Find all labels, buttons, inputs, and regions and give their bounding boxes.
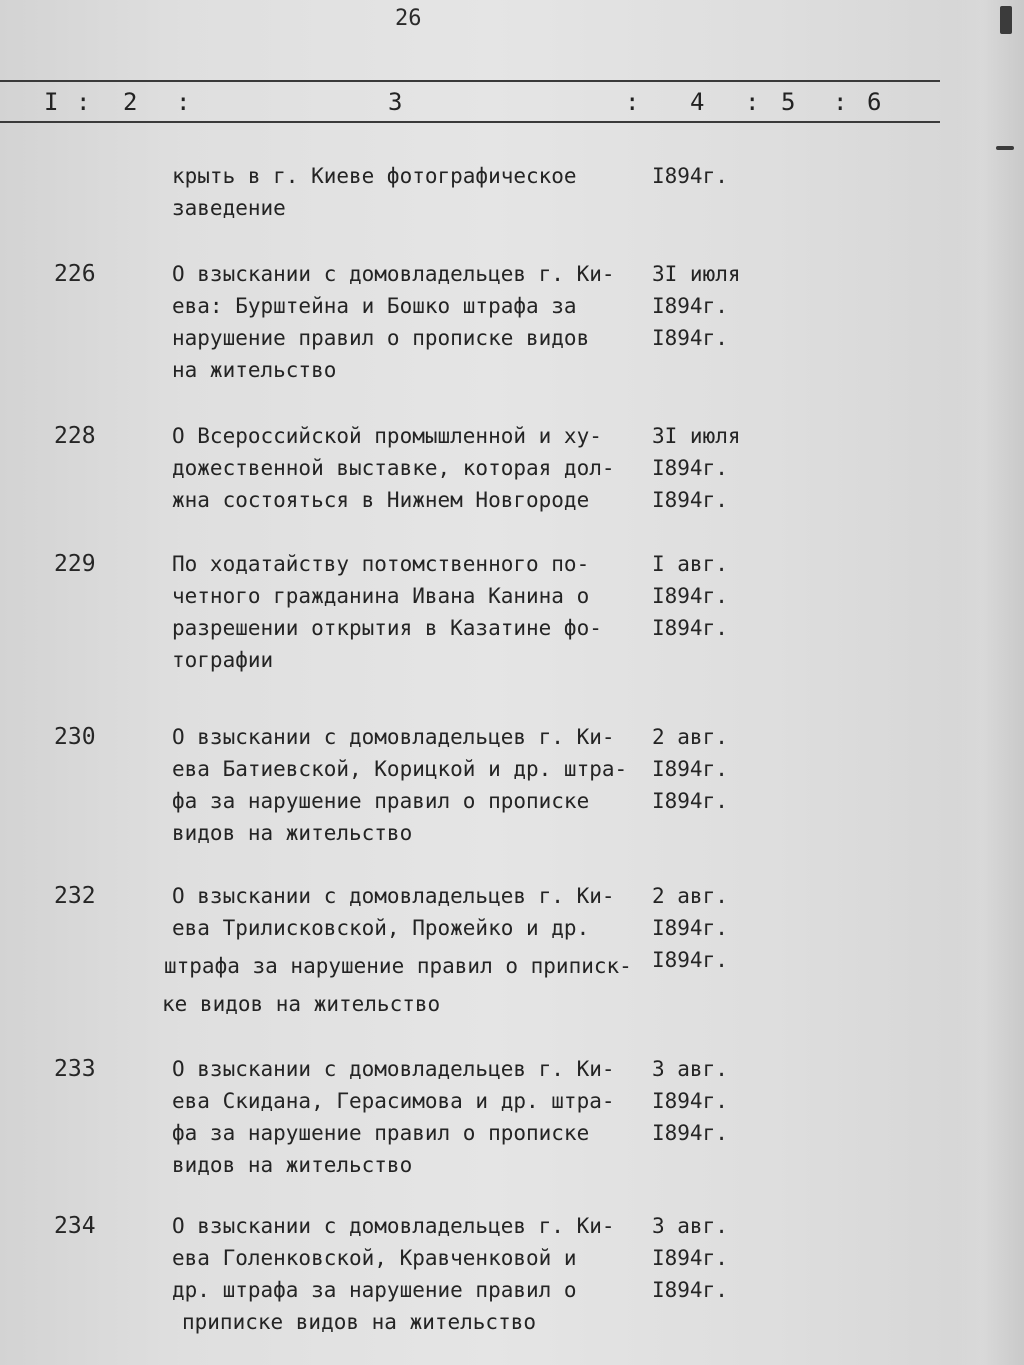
entry-number: 233 [54, 1056, 96, 1082]
entry-date-line: I894г. [652, 1246, 728, 1270]
entry-text-line: видов на жительство [172, 1153, 413, 1177]
entry-text-line: О взыскании с домовладельцев г. Ки- [172, 1057, 615, 1081]
entry-text-line: приписке видов на жительство [182, 1310, 537, 1334]
entry-date [652, 1210, 782, 1306]
header-separator-4: : [745, 88, 760, 116]
entry-number: 229 [54, 551, 96, 577]
header-column-1: I [44, 88, 59, 116]
entry-text [172, 1210, 652, 1338]
entry-text [172, 420, 652, 516]
entry-text [162, 880, 652, 1020]
entry-text-line: О взыскании с домовладельцев г. Ки- [172, 725, 615, 749]
entry-text-line: жна состояться в Нижнем Новгороде [172, 488, 590, 512]
entry-text [172, 721, 652, 849]
entry-number: 234 [54, 1213, 96, 1239]
header-separator-2: : [176, 88, 191, 116]
entry-date [652, 1053, 782, 1149]
entry-text-line: видов на жительство [172, 821, 413, 845]
entry-number: 228 [54, 423, 96, 449]
entry-date-line: 3 авг. [652, 1057, 728, 1081]
entry-date-line: 2 авг. [652, 725, 728, 749]
entry-date-line: I894г. [652, 916, 728, 940]
entry-text-line: О Всероссийской промышленной и ху- [172, 424, 602, 448]
entry-text-line: ева Батиевской, Корицкой и др. штра- [172, 757, 628, 781]
entry-text-line: крыть в г. Киеве фотографическое [172, 164, 577, 188]
entry-text-line: на жительство [172, 358, 337, 382]
entry-text-line: О взыскании с домовладельцев г. Ки- [172, 1214, 615, 1238]
header-column-6: 6 [867, 88, 882, 116]
entry-date-line: I894г. [652, 1278, 728, 1302]
entry-number: 230 [54, 724, 96, 750]
header-column-2: 2 [123, 88, 138, 116]
entry-date-line: I894г. [652, 789, 728, 813]
entry-text-line: фа за нарушение правил о прописке [172, 1121, 590, 1145]
entry-text [172, 548, 652, 676]
entry-date-line: 2 авг. [652, 884, 728, 908]
entry-date-line: I894г. [652, 1121, 728, 1145]
entry-date-line: I894г. [652, 948, 728, 972]
entry-text-line: др. штрафа за нарушение правил о [172, 1278, 577, 1302]
header-separator-5: : [833, 88, 848, 116]
entry-date-line: I894г. [652, 616, 728, 640]
entry-text [172, 258, 652, 386]
entry-date-line: I894г. [652, 326, 728, 350]
entry-text-line: нарушение правил о прописке видов [172, 326, 590, 350]
header-separator-3: : [625, 88, 640, 116]
entry-text-line: заведение [172, 196, 286, 220]
header-column-3: 3 [388, 88, 403, 116]
entry-text-line: О взыскании с домовладельцев г. Ки- [172, 884, 615, 908]
entry-date [652, 880, 782, 976]
entry-text-line: О взыскании с домовладельцев г. Ки- [172, 262, 615, 286]
entry-text-line: штрафа за нарушение правил о приписк- [164, 954, 632, 978]
entry-date-line: 3I июля [652, 262, 741, 286]
entry-text-line: ева Голенковской, Кравченковой и [172, 1246, 577, 1270]
entry-text-line: ева Скидана, Герасимова и др. штра- [172, 1089, 615, 1113]
entry-date [652, 548, 782, 644]
entry-text-line: тографии [172, 648, 274, 672]
entry-date-line: I894г. [652, 488, 728, 512]
entry-text-line: ке видов на жительство [162, 992, 441, 1016]
entry-text [172, 1053, 652, 1181]
entry-date-line: 3 авг. [652, 1214, 728, 1238]
entry-date [652, 420, 782, 516]
entry-date-line: I894г. [652, 294, 728, 318]
entry-text-line: дожественной выставке, которая дол- [172, 456, 615, 480]
header-separator-1: : [76, 88, 91, 116]
entry-date [652, 258, 782, 354]
entry-date [652, 160, 782, 192]
entry-text-line: фа за нарушение правил о прописке [172, 789, 590, 813]
entry-number: 226 [54, 261, 96, 287]
entry-date-line: I894г. [652, 164, 728, 188]
entry-text-line: По ходатайству потомственного по- [172, 552, 590, 576]
header-column-5: 5 [781, 88, 796, 116]
entry-text-line: разрешении открытия в Казатине фо- [172, 616, 602, 640]
entry-number: 232 [54, 883, 96, 909]
entry-text [172, 160, 652, 224]
header-column-4: 4 [690, 88, 705, 116]
entry-date [652, 721, 782, 817]
entry-date-line: I авг. [652, 552, 728, 576]
entry-date-line: I894г. [652, 1089, 728, 1113]
entry-text-line: ева: Бурштейна и Бошко штрафа за [172, 294, 577, 318]
entry-text-line: четного гражданина Ивана Канина о [172, 584, 590, 608]
entry-date-line: I894г. [652, 584, 728, 608]
entry-text-line: ева Трилисковской, Прожейко и др. [172, 916, 590, 940]
entry-date-line: I894г. [652, 456, 728, 480]
entry-date-line: I894г. [652, 757, 728, 781]
entry-date-line: 3I июля [652, 424, 741, 448]
page-number: 26 [395, 6, 422, 31]
